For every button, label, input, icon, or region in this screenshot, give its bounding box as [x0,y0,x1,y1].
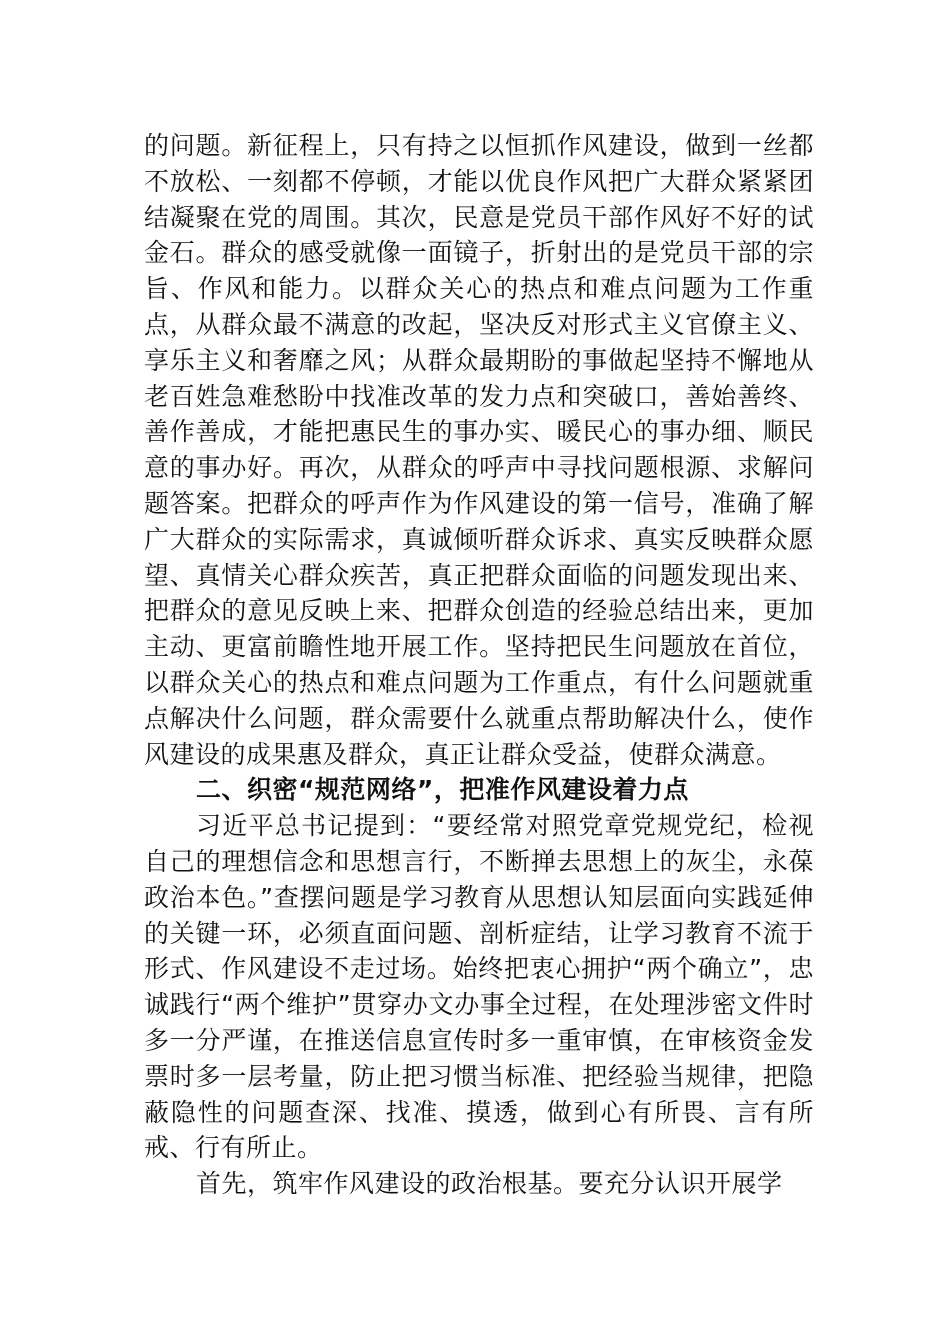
section-heading-2: 二、织密“规范网络”，把准作风建设着力点 [196,775,689,805]
document-body [144,128,814,1202]
body-paragraph-2: 习近平总书记提到：“要经常对照党章党规党纪，检视自己的理想信念和思想言行，不断掸去思想上的灰尘，永葆政治本色。”查摆问题是学习教育从思想认知层面向实践延伸的关键一环，必须直面问题、剖析症结，让学习教育不流于形式、作风建设不走过场。始终把衷心拥护“两个确立”，忠诚践行“两个维护”贯穿办文办事全过程，在处理涉密文件时多一分严谨，在推送信息宣传时多一重审慎，在审核资金发票时多一层考量，防止把习惯当标准、把经验当规律，把隐蔽隐性的问题查深、找准、摸透，做到心有所畏、言有所戒、行有所止。 [144,811,814,1163]
body-paragraph-1: 的问题。新征程上，只有持之以恒抓作风建设，做到一丝都不放松、一刻都不停顿，才能以优良作风把广大群众紧紧团结凝聚在党的周围。其次，民意是党员干部作风好不好的试金石。群众的感受就像一面镜子，折射出的是党员干部的宗旨、作风和能力。以群众关心的热点和难点问题为工作重点，从群众最不满意的改起，坚决反对形式主义官僚主义、享乐主义和奢靡之风；从群众最期盼的事做起坚持不懈地从老百姓急难愁盼中找准改革的发力点和突破口，善始善终、善作善成，才能把惠民生的事办实、暖民心的事办细、顺民意的事办好。再次，从群众的呼声中寻找问题根源、求解问题答案。把群众的呼声作为作风建设的第一信号，准确了解广大群众的实际需求，真诚倾听群众诉求、真实反映群众愿望、真情关心群众疾苦，真正把群众面临的问题发现出来、把群众的意见反映上来、把群众创造的经验总结出来，更加主动、更富前瞻性地开展工作。坚持把民生问题放在首位，以群众关心的热点和难点问题为工作重点，有什么问题就重点解决什么问题，群众需要什么就重点帮助解决什么，使作风建设的成果惠及群众，真正让群众受益，使群众满意。 [144,131,814,769]
body-paragraph-3: 首先，筑牢作风建设的政治根基。要充分认识开展学 [196,1169,783,1199]
